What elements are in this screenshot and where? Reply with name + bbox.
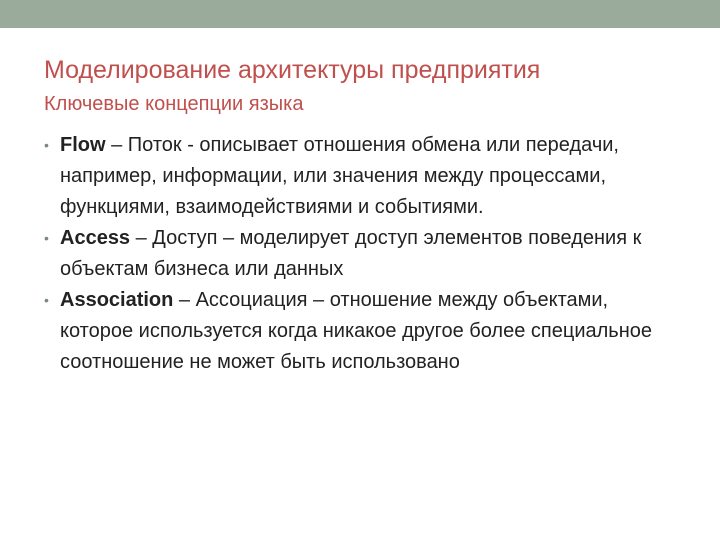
bullet-description: – Поток - описывает отношения обмена или передачи, например, информации, или значения между процессами, функциями, взаимодействиями и событиями. (60, 134, 619, 218)
slide-title: Моделирование архитектуры предприятия (44, 56, 541, 84)
bullet-list (44, 130, 684, 378)
bullet-term: Access (60, 227, 131, 249)
bullet-marker: • (44, 230, 49, 246)
bullet-item-access (44, 223, 684, 285)
bullet-item-association (44, 285, 684, 378)
bullet-item-flow (44, 130, 684, 223)
top-bar (0, 0, 720, 28)
slide-subtitle: Ключевые концепции языка (44, 93, 304, 115)
bullet-description: – Ассоциация – отношение между объектами, которое используется когда никакое другое более специальное соотношение не может быть использовано (60, 289, 652, 373)
bullet-description: – Доступ – моделирует доступ элементов поведения к объектам бизнеса или данных (60, 227, 642, 280)
bullet-term: Flow (60, 134, 106, 156)
bullet-marker: • (44, 137, 49, 153)
bullet-marker: • (44, 292, 49, 308)
bullet-term: Association (60, 289, 174, 311)
